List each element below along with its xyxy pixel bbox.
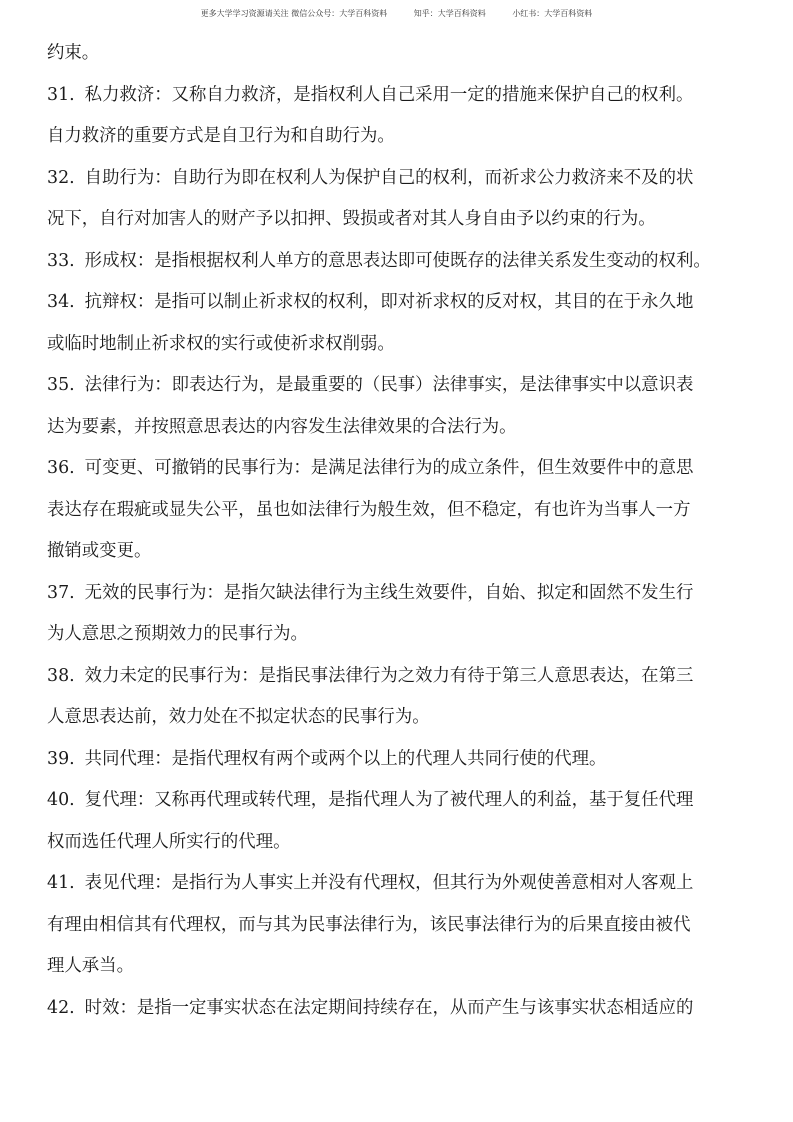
line-text: 无效的民事行为：是指欠缺法律行为主线生效要件，自始、拟定和固然不发生行 <box>84 582 694 603</box>
line-text: 撤销或变更。 <box>47 541 152 561</box>
line-text: 抗辩权：是指可以制止祈求权的权利，即对祈求权的反对权，其目的在于永久地 <box>84 292 694 312</box>
item-number: 37. <box>47 582 75 603</box>
text-line <box>47 199 752 241</box>
line-text: 理人承当。 <box>47 956 134 976</box>
line-text: 有理由相信其有代理权，而与其为民事法律行为，该民事法律行为的后果直接由被代 <box>47 914 691 935</box>
item-number: 32. <box>47 167 75 188</box>
text-line <box>47 988 752 1030</box>
text-line <box>47 33 752 75</box>
text-line <box>47 739 752 781</box>
line-text: 为人意思之预期效力的民事行为。 <box>47 624 308 644</box>
line-text: 况下，自行对加害人的财产予以扣押、毁损或者对其人身自由予以约束的行为。 <box>47 209 656 229</box>
text-line <box>47 282 752 324</box>
line-text: 私力救济：又称自力救济，是指权利人自己采用一定的措施来保护自己的权利。 <box>84 84 694 105</box>
line-text: 效力未定的民事行为：是指民事法律行为之效力有待于第三人意思表达，在第三 <box>84 665 694 686</box>
item-number: 31. <box>47 84 75 105</box>
line-text: 共同代理：是指代理权有两个或两个以上的代理人共同行使的代理。 <box>84 748 607 769</box>
line-text: 人意思表达前，效力处在不拟定状态的民事行为。 <box>47 707 430 727</box>
item-number: 40. <box>47 790 75 810</box>
line-text: 自力救济的重要方式是自卫行为和自助行为。 <box>47 126 395 146</box>
text-line <box>47 573 752 615</box>
text-line <box>47 75 752 117</box>
line-text: 时效：是指一定事实状态在法定期间持续存在，从而产生与该事实状态相适应的 <box>84 997 694 1018</box>
line-text: 形成权：是指根据权利人单方的意思表达即可使既存的法律关系发生变动的权利。 <box>84 250 711 271</box>
item-number: 38. <box>47 665 75 686</box>
item-number: 41. <box>47 873 75 893</box>
text-line <box>47 697 752 739</box>
line-text: 约束。 <box>47 43 100 63</box>
header-wechat: 更多大学学习资源请关注 微信公众号：大学百科资料 <box>200 9 388 18</box>
line-text: 可变更、可撤销的民事行为：是满足法律行为的成立条件，但生效要件中的意思 <box>84 458 694 478</box>
page-header <box>0 8 793 19</box>
document-body <box>47 33 752 1029</box>
text-line <box>47 863 752 905</box>
header-zhihu: 知乎：大学百科资料 <box>413 9 486 18</box>
text-line <box>47 946 752 988</box>
text-line <box>47 448 752 490</box>
line-text: 达为要素，并按照意思表达的内容发生法律效果的合法行为。 <box>47 416 517 437</box>
item-number: 34. <box>47 292 75 312</box>
text-line <box>47 614 752 656</box>
line-text: 或临时地制止祈求权的实行或使祈求权削弱。 <box>47 333 395 354</box>
line-text: 复代理：又称再代理或转代理，是指代理人为了被代理人的利益，基于复任代理 <box>84 790 694 810</box>
text-line <box>47 324 752 366</box>
text-line <box>47 241 752 283</box>
text-line <box>47 407 752 449</box>
text-line <box>47 365 752 407</box>
item-number: 36. <box>47 458 75 478</box>
text-line <box>47 656 752 698</box>
text-line <box>47 531 752 573</box>
line-text: 表达存在瑕疵或显失公平，虽也如法律行为般生效，但不稳定，有也许为当事人一方 <box>47 499 691 520</box>
text-line <box>47 780 752 822</box>
item-number: 33. <box>47 250 75 271</box>
header-xiaohongshu: 小红书：大学百科资料 <box>512 9 593 18</box>
text-line <box>47 490 752 532</box>
line-text: 表见代理：是指行为人事实上并没有代理权，但其行为外观使善意相对人客观上 <box>84 873 694 893</box>
text-line <box>47 822 752 864</box>
line-text: 法律行为：即表达行为，是最重要的（民事）法律事实，是法律事实中以意识表 <box>84 375 694 395</box>
item-number: 35. <box>47 375 75 395</box>
text-line <box>47 116 752 158</box>
item-number: 42. <box>47 997 75 1018</box>
line-text: 权而选任代理人所实行的代理。 <box>47 831 291 852</box>
text-line <box>47 158 752 200</box>
line-text: 自助行为：自助行为即在权利人为保护自己的权利，而祈求公力救济来不及的状 <box>84 167 694 188</box>
item-number: 39. <box>47 748 75 769</box>
text-line <box>47 905 752 947</box>
